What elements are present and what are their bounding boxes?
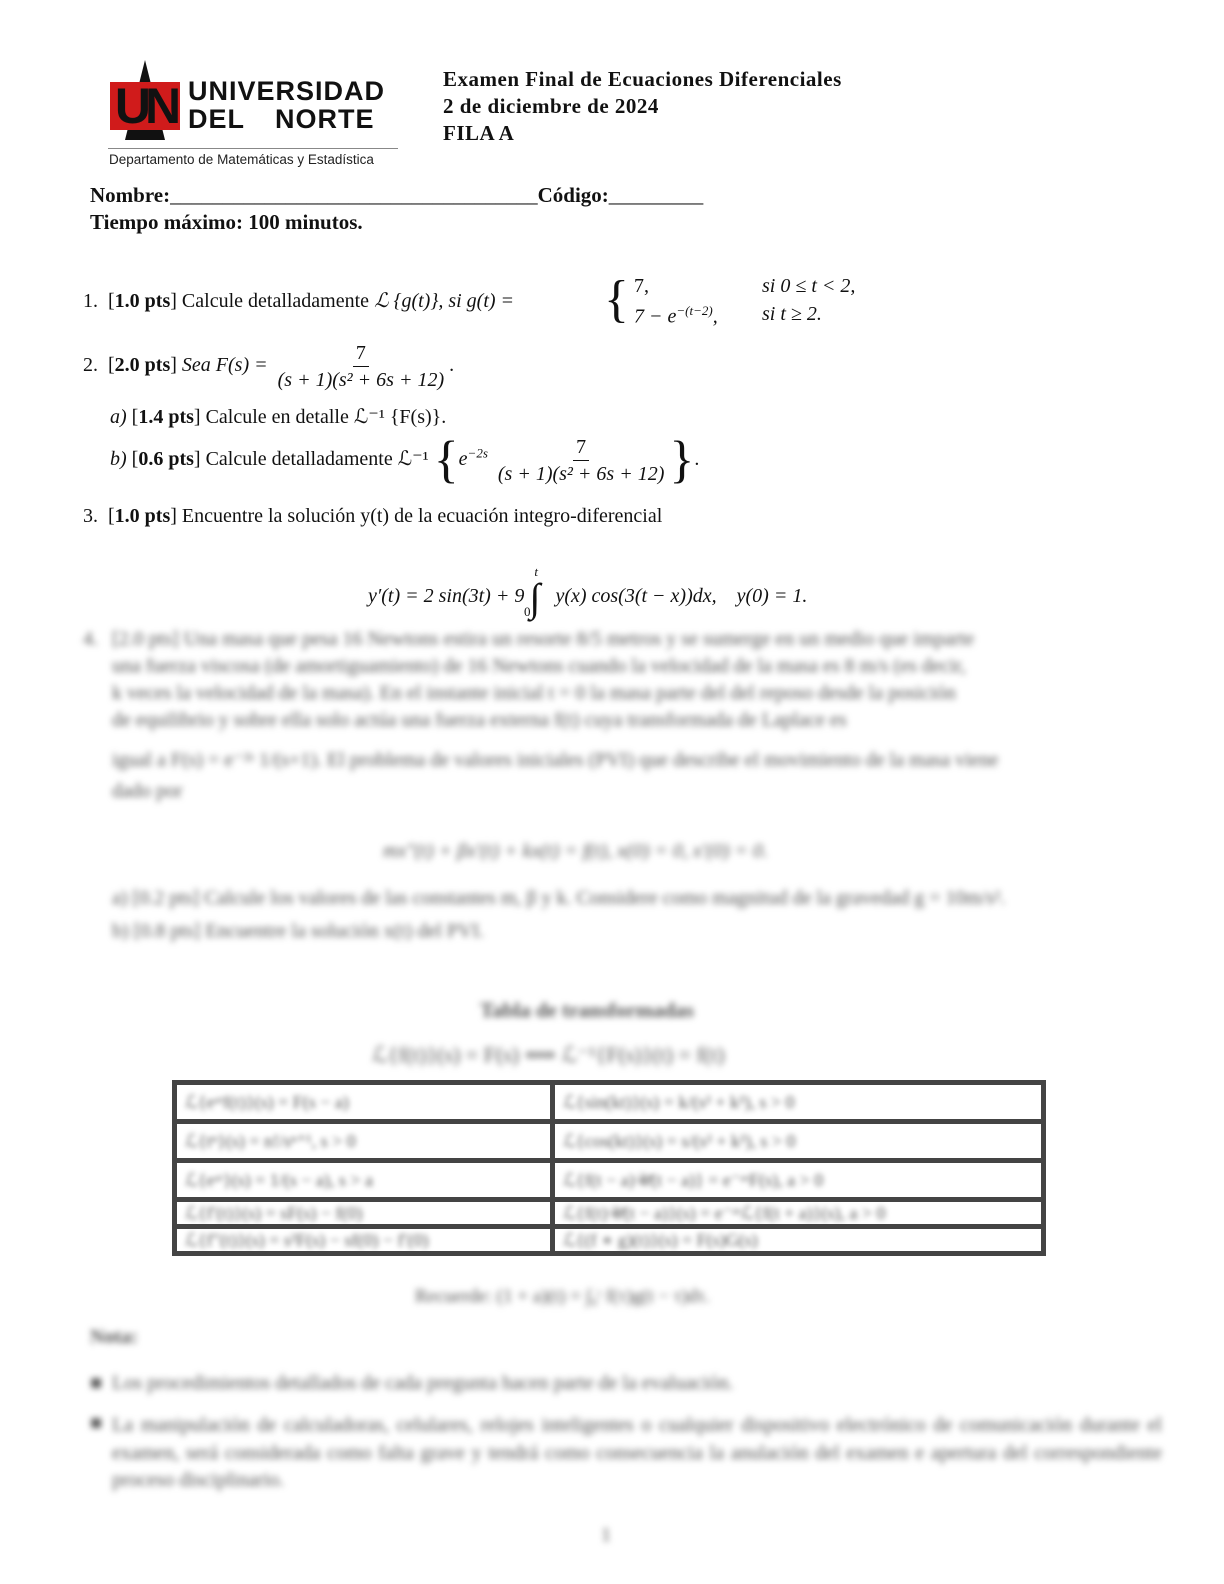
fraction: $\frac{7}{\text{(s + 1)(s² + 6s + 12)}}$ [277, 342, 445, 391]
case2-condition: si t ≥ 2. [762, 303, 822, 325]
case1-condition: si 0 ≤ t < 2, [762, 275, 856, 297]
note-item: La manipulación de calculadoras, celulares, relojes inteligentes o cualquier dispositivo electrónico de comunicación durante el examen, será considerada como falta grave y tendrá como consecuencia la anulación del examen e apertura del correspondiente proceso disciplinario. [112, 1414, 1162, 1491]
question-text: Calcule detalladamente [181, 290, 370, 312]
logo-line2: DEL NORTE [188, 104, 375, 134]
question-expr: ℒ {g(t)}, si g(t) = [374, 290, 515, 312]
case2-value: $7 - e^{-(t-2)}$, [634, 303, 718, 328]
question-2a: a) [1.4 pts] Calcule en detalle ℒ⁻¹ {F(s)}. [110, 406, 447, 428]
logo-line1: UNIVERSIDAD [188, 76, 386, 106]
exam-title: Examen Final de Ecuaciones Diferenciales [443, 67, 842, 91]
code-blank[interactable]: _________ [608, 183, 704, 207]
exam-date: 2 de diciembre de 2024 [443, 94, 659, 118]
note-bullet: ■ [90, 1372, 103, 1394]
question-number: 1. [83, 290, 98, 312]
student-fields [90, 183, 703, 208]
table-row: ℒ{eᵃᵗ}(s) = 1/(s − a), s > a ℒ{f(t − a)𝒰(t − a)} = e⁻ᵃˢF(s), a > 0 [175, 1161, 1044, 1200]
logo-divider [108, 148, 398, 149]
table-formula: ℒ{f(t)}(s) = F(s) ⟺ ℒ⁻¹{F(s)}(t) = f(t) [372, 1042, 725, 1067]
code-label: Código: [537, 183, 609, 207]
table-row: ℒ{eᵃᵗf(t)}(s) = F(s − a) ℒ{sin(kt)}(s) = k/(s² + k²), s > 0 [175, 1083, 1044, 1122]
left-brace: { [604, 271, 629, 328]
question-3: 3. [1.0 pts] Encuentre la solución y(t) de la ecuación integro-diferencial [83, 505, 663, 527]
time-limit: Tiempo máximo: 100 minutos. [90, 210, 363, 234]
table-row: ℒ{tⁿ}(s) = n!/sⁿ⁺¹, s > 0 ℒ{cos(kt)}(s) = s/(s² + k²), s > 0 [175, 1122, 1044, 1161]
exam-row: FILA A [443, 121, 515, 145]
department-name: Departamento de Matemáticas y Estadística [109, 152, 374, 167]
table-title: Tabla de transformadas [480, 998, 694, 1022]
notes-title: Nota: [90, 1326, 138, 1348]
question-2b: b) [0.6 pts] Calcule detalladamente ℒ⁻¹ {$e^{-2s}$ $\frac{7}{\text{(s + 1)(s² + 6s + 12)}}$ }. [110, 431, 700, 489]
question-1: 1. [1.0 pts] Calcule detalladamente ℒ {g(t)}, si g(t) = [83, 290, 515, 312]
page-number: 1 [601, 1524, 611, 1546]
fraction: $\frac{7}{\text{(s + 1)(s² + 6s + 12)}}$ [497, 436, 665, 485]
integro-equation: y′(t) = 2 sin(3t) + 9 ∫$^t_0$ y(x) cos(3(t − x))dx, y(0) = 1. [368, 564, 808, 620]
points: 1.0 pts [114, 290, 171, 312]
name-blank[interactable]: ___________________________________ [170, 183, 538, 207]
table-note: Recuerde: (1 + a)(t) = ∫₀ᵗ f(τ)g(t − τ)dτ. [415, 1286, 710, 1307]
note-bullet: ■ [90, 1412, 103, 1434]
question-2: 2. [2.0 pts] Sea F(s) = $\frac{7}{\text{(s + 1)(s² + 6s + 12)}}$ . [83, 342, 455, 391]
name-label: Nombre: [90, 183, 171, 207]
table-row: ℒ{f′(t)}(s) = sF(s) − f(0) ℒ{f(t)𝒰(t − a)}(s) = e⁻ᵃˢℒ{f(t + a)}(s), a > 0 [175, 1200, 1044, 1227]
note-item: Los procedimientos detallados de cada pregunta hacen parte de la evaluación. [112, 1372, 734, 1394]
table-row: ℒ{f″(t)}(s) = s²F(s) − sf(0) − f′(0) ℒ{(f ∗ g)(t)}(s) = F(s)G(s) [175, 1227, 1044, 1254]
logo-mark: UN [110, 82, 180, 130]
case1-value: 7, [634, 275, 649, 297]
transform-table [172, 1080, 1046, 1256]
